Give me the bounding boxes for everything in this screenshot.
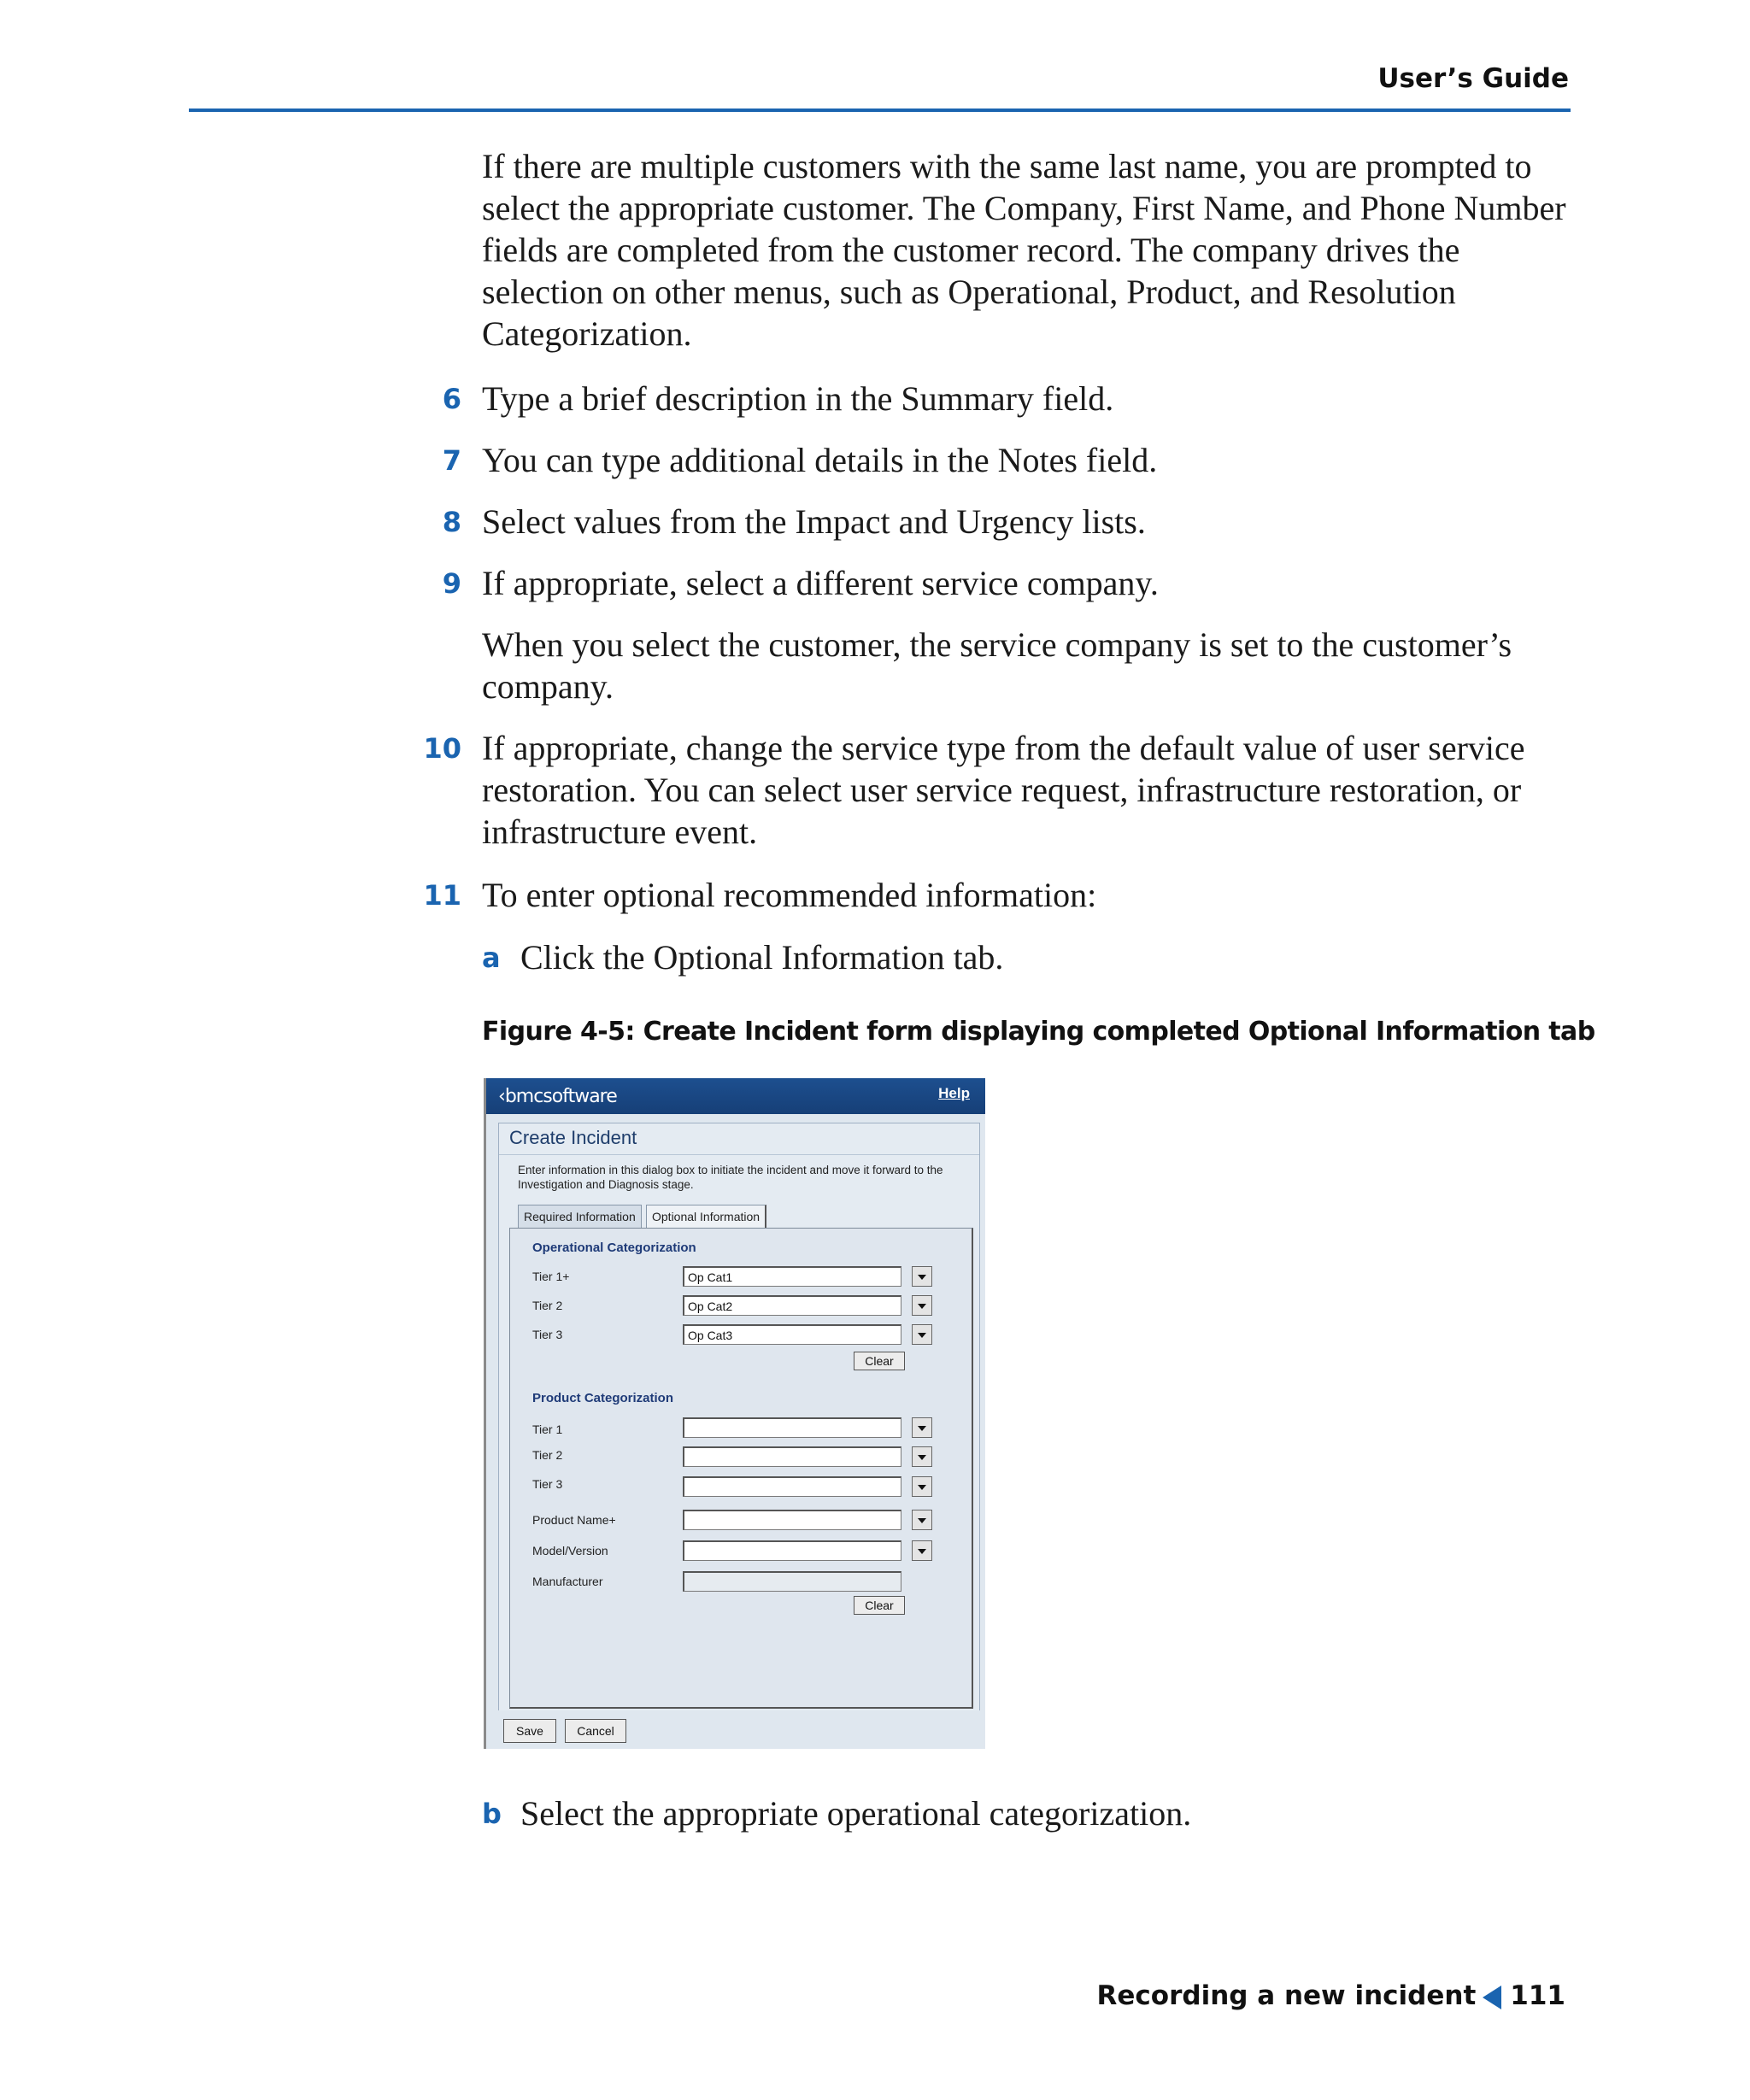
step-text: Select values from the Impact and Urgency lists. — [482, 502, 1146, 541]
step-number: 10 — [423, 732, 461, 765]
app-header-bar — [486, 1078, 985, 1114]
create-incident-screenshot — [484, 1078, 985, 1749]
panel-description: Enter information in this dialog box to initiate the incident and move it forward to the Investigation and Diagnosis stage. — [518, 1164, 943, 1191]
product-name-label: Product Name+ — [532, 1513, 616, 1527]
op-tier3-label: Tier 3 — [532, 1328, 563, 1341]
step-number: 6 — [442, 383, 461, 415]
save-button[interactable]: Save — [503, 1719, 556, 1743]
prod-tier3-label: Tier 3 — [532, 1477, 563, 1491]
figure-caption: Figure 4-5: Create Incident form displaying completed Optional Information tab — [482, 1017, 1595, 1047]
left-triangle-icon — [1483, 1986, 1501, 2009]
step-text: Type a brief description in the Summary field. — [482, 379, 1114, 418]
op-tier3-input[interactable]: Op Cat3 — [683, 1324, 901, 1345]
model-version-input[interactable] — [683, 1540, 901, 1561]
bmc-logo — [498, 1086, 617, 1107]
step-text: You can type additional details in the Notes field. — [482, 441, 1158, 479]
optional-information-tab-body — [509, 1228, 973, 1709]
panel-title: Create Incident — [509, 1127, 637, 1148]
prod-tier2-dropdown-icon[interactable] — [912, 1446, 932, 1467]
step-note: When you select the customer, the service company is set to the customer’s company. — [482, 625, 1512, 706]
op-tier1-input[interactable]: Op Cat1 — [683, 1266, 901, 1287]
manufacturer-label: Manufacturer — [532, 1575, 603, 1588]
op-tier2-label: Tier 2 — [532, 1299, 563, 1312]
tab-optional-information[interactable]: Optional Information — [646, 1205, 766, 1229]
manufacturer-field — [683, 1571, 901, 1592]
running-head-title: User’s Guide — [1377, 63, 1569, 94]
operational-categorization-heading: Operational Categorization — [532, 1241, 696, 1255]
substep-letter: b — [482, 1798, 502, 1830]
logo-text: bmcsoftware — [504, 1086, 617, 1107]
step-number: 7 — [442, 444, 461, 477]
substep-text: Click the Optional Information tab. — [520, 938, 1004, 977]
step-number: 11 — [423, 879, 461, 912]
title-divider — [499, 1154, 979, 1155]
prod-tier2-label: Tier 2 — [532, 1448, 563, 1462]
tab-required-information[interactable]: Required Information — [518, 1205, 642, 1229]
footer-section-title: Recording a new incident — [1096, 1980, 1477, 2011]
form-action-bar — [486, 1710, 985, 1749]
model-version-label: Model/Version — [532, 1544, 608, 1557]
prod-tier2-input[interactable] — [683, 1446, 901, 1467]
prod-tier1-dropdown-icon[interactable] — [912, 1417, 932, 1438]
op-tier1-label: Tier 1+ — [532, 1270, 570, 1283]
page-number: 111 — [1510, 1980, 1565, 2011]
step-text: If appropriate, change the service type from the default value of user service restoration. You can select user service request, infrastructure restoration, or infrastructure event. — [482, 729, 1525, 851]
op-tier2-input[interactable]: Op Cat2 — [683, 1295, 901, 1316]
model-version-dropdown-icon[interactable] — [912, 1540, 932, 1561]
create-incident-panel — [498, 1123, 980, 1749]
intro-paragraph: If there are multiple customers with the same last name, you are prompted to select the appropriate customer. The Company, First Name, and Phone Number fields are completed from the customer record. The company drives the selection on other menus, such as Operational, Product, and Resolution Categorization. — [482, 147, 1566, 353]
op-clear-button[interactable]: Clear — [854, 1352, 905, 1370]
prod-clear-button[interactable]: Clear — [854, 1596, 905, 1615]
header-rule — [189, 109, 1571, 112]
product-name-input[interactable] — [683, 1510, 901, 1530]
prod-tier1-input[interactable] — [683, 1417, 901, 1438]
op-tier2-dropdown-icon[interactable] — [912, 1295, 932, 1316]
step-text: To enter optional recommended information: — [482, 876, 1097, 914]
help-link[interactable]: Help — [938, 1085, 970, 1101]
product-categorization-heading: Product Categorization — [532, 1391, 674, 1405]
prod-tier1-label: Tier 1 — [532, 1422, 563, 1436]
logo-chevron-icon: ‹ — [498, 1086, 505, 1107]
prod-tier3-dropdown-icon[interactable] — [912, 1476, 932, 1497]
prod-tier3-input[interactable] — [683, 1476, 901, 1497]
step-text: If appropriate, select a different service company. — [482, 564, 1159, 602]
step-number: 8 — [442, 506, 461, 538]
substep-letter: a — [482, 941, 501, 974]
cancel-button[interactable]: Cancel — [565, 1719, 626, 1743]
step-number: 9 — [442, 567, 461, 600]
product-name-dropdown-icon[interactable] — [912, 1510, 932, 1530]
page-footer — [1097, 1980, 1565, 2011]
op-tier3-dropdown-icon[interactable] — [912, 1324, 932, 1345]
substep-text: Select the appropriate operational categorization. — [520, 1794, 1192, 1833]
op-tier1-dropdown-icon[interactable] — [912, 1266, 932, 1287]
